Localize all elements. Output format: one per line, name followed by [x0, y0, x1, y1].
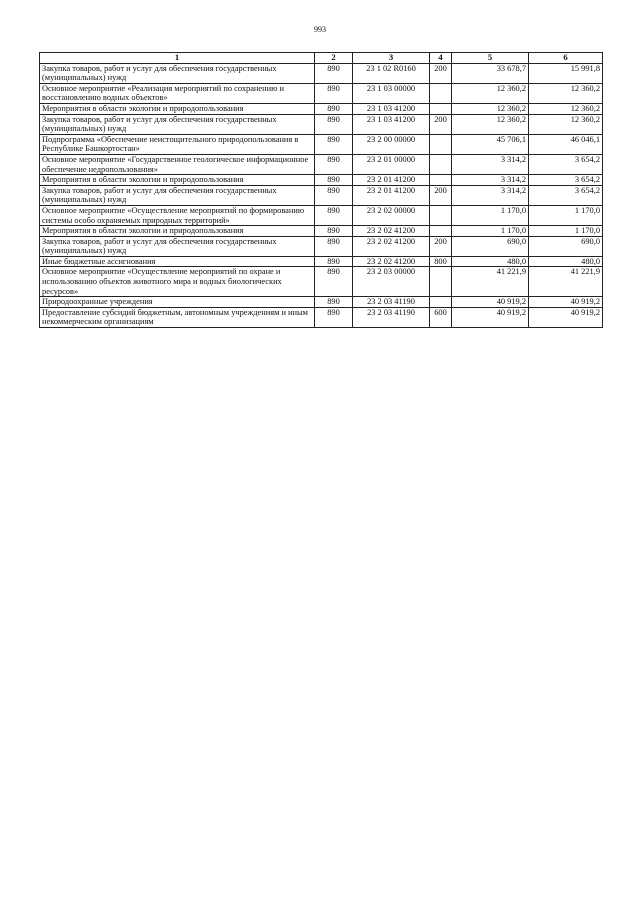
col-header-4: 4: [430, 53, 452, 64]
row-ved: 890: [315, 114, 353, 134]
table-row: [40, 297, 603, 308]
col-header-5: 5: [452, 53, 529, 64]
page-number: 993: [314, 25, 326, 34]
row-ved: 890: [315, 134, 353, 154]
row-csr: 23 1 03 41200: [353, 114, 430, 134]
table-row: [40, 236, 603, 256]
row-ved: 890: [315, 154, 353, 174]
table-row: [40, 154, 603, 174]
row-ved: 890: [315, 256, 353, 267]
budget-table: [39, 52, 603, 328]
row-name: Закупка товаров, работ и услуг для обеспечения государственных (муниципальных) нужд: [40, 114, 315, 134]
row-csr: 23 2 01 41200: [353, 175, 430, 186]
table-row: [40, 307, 603, 327]
row-value-2: 46 046,1: [529, 134, 603, 154]
table-row: [40, 267, 603, 297]
col-header-2: 2: [315, 53, 353, 64]
row-csr: 23 2 02 41200: [353, 226, 430, 237]
row-value-2: 3 654,2: [529, 185, 603, 205]
row-vr: [430, 103, 452, 114]
row-csr: 23 2 02 41200: [353, 236, 430, 256]
row-value-1: 690,0: [452, 236, 529, 256]
row-value-1: 33 678,7: [452, 63, 529, 83]
row-value-2: 480,0: [529, 256, 603, 267]
row-value-1: 1 170,0: [452, 205, 529, 225]
row-value-2: 41 221,9: [529, 267, 603, 297]
header-row: [40, 53, 603, 64]
row-name: Основное мероприятие «Государственное геологическое информационное обеспечение недропользования»: [40, 154, 315, 174]
row-name: Мероприятия в области экологии и природопользования: [40, 103, 315, 114]
row-ved: 890: [315, 103, 353, 114]
row-ved: 890: [315, 226, 353, 237]
table-row: [40, 205, 603, 225]
row-vr: [430, 134, 452, 154]
row-csr: 23 2 03 41190: [353, 297, 430, 308]
col-header-1: 1: [40, 53, 315, 64]
row-csr: 23 2 01 00000: [353, 154, 430, 174]
row-value-1: 40 919,2: [452, 297, 529, 308]
row-ved: 890: [315, 297, 353, 308]
row-ved: 890: [315, 63, 353, 83]
table-row: [40, 134, 603, 154]
row-csr: 23 2 03 00000: [353, 267, 430, 297]
row-csr: 23 2 00 00000: [353, 134, 430, 154]
row-vr: [430, 226, 452, 237]
row-value-1: 3 314,2: [452, 185, 529, 205]
row-value-1: 1 170,0: [452, 226, 529, 237]
row-ved: 890: [315, 267, 353, 297]
row-vr: [430, 83, 452, 103]
row-ved: 890: [315, 205, 353, 225]
row-value-2: 15 991,8: [529, 63, 603, 83]
row-vr: 200: [430, 114, 452, 134]
table-row: [40, 226, 603, 237]
row-value-1: 12 360,2: [452, 83, 529, 103]
row-vr: [430, 175, 452, 186]
row-name: Закупка товаров, работ и услуг для обеспечения государственных (муниципальных) нужд: [40, 236, 315, 256]
row-vr: 800: [430, 256, 452, 267]
col-header-3: 3: [353, 53, 430, 64]
row-csr: 23 1 02 R0160: [353, 63, 430, 83]
row-name: Предоставление субсидий бюджетным, автономным учреждениям и иным некоммерческим организациям: [40, 307, 315, 327]
row-value-2: 1 170,0: [529, 226, 603, 237]
row-name: Природоохранные учреждения: [40, 297, 315, 308]
row-value-2: 12 360,2: [529, 114, 603, 134]
row-value-1: 12 360,2: [452, 103, 529, 114]
row-value-2: 12 360,2: [529, 83, 603, 103]
table-row: [40, 103, 603, 114]
row-value-1: 12 360,2: [452, 114, 529, 134]
row-ved: 890: [315, 236, 353, 256]
row-vr: [430, 154, 452, 174]
row-vr: 600: [430, 307, 452, 327]
row-vr: 200: [430, 185, 452, 205]
row-value-1: 41 221,9: [452, 267, 529, 297]
table-row: [40, 114, 603, 134]
row-csr: 23 1 03 00000: [353, 83, 430, 103]
row-vr: [430, 297, 452, 308]
row-ved: 890: [315, 175, 353, 186]
row-name: Мероприятия в области экологии и природопользования: [40, 226, 315, 237]
row-csr: 23 2 02 00000: [353, 205, 430, 225]
row-name: Основное мероприятие «Осуществление мероприятий по охране и использованию объектов животного мира и водных биологических ресурсов»: [40, 267, 315, 297]
row-value-2: 3 654,2: [529, 154, 603, 174]
row-name: Основное мероприятие «Осуществление мероприятий по формированию системы особо охраняемых природных территорий»: [40, 205, 315, 225]
row-value-2: 690,0: [529, 236, 603, 256]
row-name: Мероприятия в области экологии и природопользования: [40, 175, 315, 186]
row-value-2: 3 654,2: [529, 175, 603, 186]
row-ved: 890: [315, 83, 353, 103]
row-vr: [430, 205, 452, 225]
table-row: [40, 175, 603, 186]
row-value-1: 3 314,2: [452, 154, 529, 174]
row-value-2: 1 170,0: [529, 205, 603, 225]
row-name: Основное мероприятие «Реализация мероприятий по сохранению и восстановлению водных объектов»: [40, 83, 315, 103]
row-value-1: 45 706,1: [452, 134, 529, 154]
row-csr: 23 2 03 41190: [353, 307, 430, 327]
row-name: Иные бюджетные ассигнования: [40, 256, 315, 267]
table-row: [40, 83, 603, 103]
row-vr: 200: [430, 63, 452, 83]
row-ved: 890: [315, 185, 353, 205]
table-row: [40, 63, 603, 83]
row-value-2: 40 919,2: [529, 297, 603, 308]
row-ved: 890: [315, 307, 353, 327]
row-value-2: 40 919,2: [529, 307, 603, 327]
row-value-2: 12 360,2: [529, 103, 603, 114]
row-name: Закупка товаров, работ и услуг для обеспечения государственных (муниципальных) нужд: [40, 63, 315, 83]
row-csr: 23 1 03 41200: [353, 103, 430, 114]
row-vr: [430, 267, 452, 297]
row-vr: 200: [430, 236, 452, 256]
row-name: Закупка товаров, работ и услуг для обеспечения государственных (муниципальных) нужд: [40, 185, 315, 205]
row-value-1: 3 314,2: [452, 175, 529, 186]
table-row: [40, 256, 603, 267]
table-row: [40, 185, 603, 205]
row-value-1: 480,0: [452, 256, 529, 267]
row-name: Подпрограмма «Обеспечение неистощительного природопользования в Республике Башкортостан»: [40, 134, 315, 154]
row-csr: 23 2 02 41200: [353, 256, 430, 267]
col-header-6: 6: [529, 53, 603, 64]
row-csr: 23 2 01 41200: [353, 185, 430, 205]
row-value-1: 40 919,2: [452, 307, 529, 327]
